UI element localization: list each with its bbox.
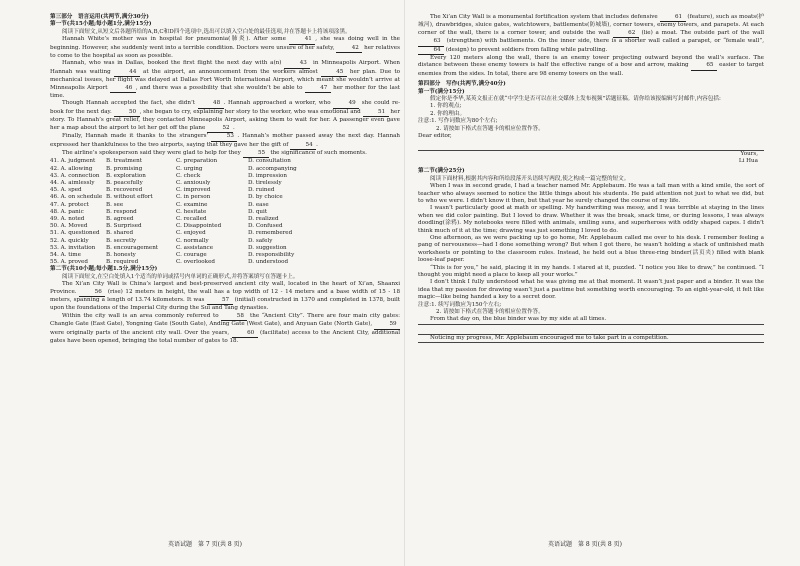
- option-cell: D. by choice: [248, 194, 283, 201]
- option-cell: B. Surprised: [106, 223, 142, 230]
- option-cell: B. without effort: [106, 194, 153, 201]
- option-cell: B. honesty: [106, 251, 136, 258]
- option-row: [50, 166, 350, 173]
- option-cell: 50. A. Moved: [50, 223, 88, 230]
- option-cell: B. secretly: [106, 237, 137, 244]
- option-cell: B. peacefully: [106, 179, 143, 186]
- option-cell: B. required: [106, 259, 139, 266]
- blank-48: 48: [198, 100, 224, 108]
- option-cell: B. encouragement: [106, 244, 159, 251]
- writing2-note-2: 2. 请按如下格式在答题卡的相应位置作答。: [436, 309, 544, 316]
- blank-46: 46: [110, 85, 136, 93]
- passage-paragraph: The airline’s spokesperson said they were glad to help for they 55 the significance of such moments.: [50, 150, 400, 158]
- letter-signature: Li Hua: [738, 157, 758, 164]
- option-cell: C. examine: [176, 201, 208, 208]
- passage-paragraph: Every 120 meters along the wall, there is an enemy tower projecting outward beyond the wall’s surface. The distance between these enemy towers is half the effective range of a bow and arrow, making 65 easier to target enemies from the sides. In total, there are 98 enemy towers on the wall.: [418, 55, 765, 77]
- option-cell: D. quit: [248, 208, 268, 215]
- option-cell: 45. A. sped: [50, 187, 82, 194]
- option-row: [50, 173, 350, 180]
- section1-title: 第一节(共15小题;每小题1分,满分15分): [50, 21, 152, 28]
- option-row: [50, 158, 350, 165]
- option-cell: C. preparation: [176, 158, 218, 165]
- section1-instructions: 阅读下面短文,从短文后各题所给的A,B,C和D四个选项中,选出可以填入空白处的最佳选项,并在答题卡上将该项涂黑。: [62, 28, 351, 35]
- blank-47: 47: [305, 85, 331, 93]
- option-cell: 53. A. invitation: [50, 244, 96, 251]
- blank-44: 44: [114, 69, 140, 77]
- passage-paragraph: Though Hannah accepted the fact, she didn’t 48 . Hannah approached a worker, who 49 she could re-book for the next day. 50 , she began to cry, explaining her story to the worker, who was emotional and 51 her story. To Hannah’s great relief, they contacted Minneapolis Airport, asking them to wait for her. A passenger even gave her a map about the airport to let her get off the plane 52 .: [50, 100, 400, 133]
- option-row: [50, 230, 350, 237]
- option-cell: D. responsibility: [248, 251, 295, 258]
- writing1-title: 第一节(满分15分): [418, 88, 465, 95]
- option-cell: B. see: [106, 201, 124, 208]
- writing1-note-1: 注意:1. 写作词数应为80个左右;: [418, 118, 498, 125]
- blank-57: 57: [207, 297, 233, 305]
- blank-56: 56: [79, 289, 105, 297]
- option-row: [50, 245, 350, 252]
- option-cell: D. safely: [248, 237, 273, 244]
- passage-paragraph: Hannah, who was in Dallas, booked the first flight the next day with a(n) 43 in Minneapolis Airport. When Hannah was waiting 44 at the airport, an announcement from the workers almost 45 her plan. Due to mechanical issues, her flight was delayed at Dallas Fort Worth International Airport, which meant she wouldn’t arrive at Minneapolis Airport 46 , and there was a possibility that she wouldn’t be able to 47 her mother for the last time.: [50, 60, 401, 100]
- option-cell: 43. A. connection: [50, 172, 100, 179]
- option-cell: D. understood: [248, 259, 289, 266]
- option-cell: 47. A. protect: [50, 201, 89, 208]
- option-cell: D. tirelessly: [248, 179, 282, 186]
- option-cell: D. remembered: [248, 230, 293, 237]
- writing1-instructions: 假定你是李华,某英文报正在就“中学生是否可以在社交媒体上发布视频”话题征稿。请你给该报编辑写封邮件,内容包括:: [430, 96, 721, 103]
- option-cell: D. impression: [248, 172, 288, 179]
- passage-paragraph: The Xi’an City Wall is a monumental fortification system that includes defensive 61 (feature), such as moats(护城河), drawbridges, sluice gates, watchtowers, battlements(防城墙), corner towers, enemy towers, and parapets. At each corner of the wall, there is a corner tower, and outside the wall 62 (lie) a moat. The outside part of the wall 63 (strengthen) with battlements. On the inner side, there is a shorter wall called a parapet, or “female wall”, 64 (design) to prevent soldiers from falling while patrolling.: [418, 14, 764, 55]
- option-row: [50, 223, 350, 230]
- writing1-point-2: 2. 你的理由。: [430, 110, 466, 117]
- option-cell: 51. A. questioned: [50, 230, 100, 237]
- option-cell: D. suggestion: [248, 244, 287, 251]
- blank-60: 60: [232, 330, 258, 338]
- writing1-note-2: 2. 请按如下格式在答题卡的相应位置作答。: [436, 125, 544, 132]
- option-cell: 46. A. on schedule: [50, 194, 103, 201]
- option-cell: C. assistance: [176, 244, 214, 251]
- answer-line: [418, 325, 764, 335]
- grammar-passage-cont: [418, 14, 764, 78]
- section2-instructions: 阅读下面短文,在空白处填入1个适当的单词或括号内单词的正确形式,并将答案填写在答题卡上。: [62, 273, 299, 280]
- option-cell: B. exploration: [106, 172, 146, 179]
- option-cell: C. courage: [176, 251, 207, 258]
- cloze-options: [50, 158, 350, 266]
- option-row: [50, 187, 350, 194]
- grammar-passage: [50, 281, 400, 345]
- passage-paragraph: The Xi’an City Wall is China’s largest and best-preserved ancient city wall, located in the heart of Xi’an, Shaanxi Province. 56 (rise) 12 meters in height, the wall has a top width of 12 - 14 meters and a base width of 15 - 18 meters, spanning a length of 13.74 kilometers. It was 57 (initial) constructed in 1370 and completed in 1378, built upon the foundations of the Imperial City during the Sui and Tang dynasties.: [50, 281, 401, 312]
- answer-line: [418, 141, 764, 151]
- option-cell: C. urging: [176, 165, 203, 172]
- blank-64: 64: [418, 47, 444, 55]
- option-cell: B. agreed: [106, 215, 134, 222]
- passage-paragraph: Hannah White’s mother was in hospital for pneumonia(肺炎). After some 41 , she was doing well in the beginning. However, she suddenly went into a terrible condition. Doctors were unsure of her safety, 42 her relatives to come to the hospital as soon as possible.: [50, 36, 400, 60]
- blank-52: 52: [207, 125, 233, 133]
- option-cell: 48. A. panic: [50, 208, 84, 215]
- option-cell: C. normally: [176, 237, 209, 244]
- letter-greeting: Dear editor,: [418, 133, 452, 140]
- option-cell: 52. A. quickly: [50, 237, 89, 244]
- blank-43: 43: [284, 60, 310, 68]
- option-cell: C. recalled: [176, 215, 207, 222]
- option-row: [50, 202, 350, 209]
- letter-closing: Yours,: [740, 150, 758, 157]
- option-row: [50, 252, 350, 259]
- story-paragraph: When I was in second grade, I had a teacher named Mr. Applebaum. He was a tall man with a kind smile, the sort of teacher who always seemed to notice the little things about his students. He paid attention not just to what we did, but to who we were. I didn’t know it then, but that year he surely changed the course of my life.: [418, 183, 764, 204]
- page-fold: [404, 0, 405, 566]
- option-cell: D. realized: [248, 215, 279, 222]
- option-cell: C. in person: [176, 194, 211, 201]
- continuation-start-2: Noticing my progress, Mr. Applebaum encouraged me to take part in a competition.: [418, 335, 764, 343]
- blank-61: 61: [660, 14, 686, 22]
- blank-49: 49: [333, 100, 359, 108]
- blank-58: 58: [221, 313, 247, 321]
- option-cell: D. consultation: [248, 158, 291, 165]
- story-paragraph: I wasn’t particularly good at math or spelling. My handwriting was messy, and I was terrible at staying in the lines when we did color painting. But I loved to draw. Whether it was the break, snack time, or during lessons, I was always doodling(涂鸦). My notebooks were filled with animals, smiling suns, and superheroes with oddly shaped capes. I didn’t think much of it at the time; drawing was just something I loved to do.: [418, 205, 764, 234]
- option-cell: D. accompanying: [248, 165, 297, 172]
- blank-59: 59: [374, 321, 400, 329]
- part4-title: 第四部分 写作(共两节,满分40分): [418, 81, 506, 88]
- option-cell: B. recovered: [106, 187, 143, 194]
- blank-53: 53: [211, 133, 237, 141]
- blank-51: 51: [363, 109, 389, 117]
- option-cell: C. hesitate: [176, 208, 207, 215]
- blank-42: 42: [336, 45, 362, 53]
- passage-paragraph: Within the city wall is an area commonly referred to 58 the “Ancient City”. There are four main city gates: Changle Gate (East Gate), Yongning Gate (South Gate), Anding Gate (West Gate), and Anyuan Gate (North Gate), 59 were originally parts of the ancient city wall. Over the years, 60 (facilitate) access to the Ancient City, additional gates have been opened, bringing the total number of gates to 18.: [50, 312, 400, 345]
- blank-55: 55: [243, 150, 269, 158]
- cloze-passage: [50, 36, 400, 158]
- part3-title: 第三部分 语言运用(共两节,满分30分): [50, 14, 149, 20]
- option-cell: D. ease: [248, 201, 269, 208]
- page-8: [418, 14, 764, 343]
- section2-title: 第二节(共10小题;每小题1.5分,满分15分): [50, 266, 158, 273]
- option-row: [50, 209, 350, 216]
- option-cell: 44. A. aimlessly: [50, 179, 95, 186]
- option-cell: B. shared: [106, 230, 134, 237]
- option-cell: C. check: [176, 172, 201, 179]
- option-cell: C. improved: [176, 187, 211, 194]
- option-row: [50, 238, 350, 245]
- option-cell: B. promising: [106, 165, 143, 172]
- blank-45: 45: [321, 69, 347, 77]
- option-row: [50, 180, 350, 187]
- option-cell: D. ruined: [248, 187, 275, 194]
- page-7-footer: 英语试题 第 7 页(共 8 页): [168, 541, 242, 548]
- blank-63: 63: [418, 38, 444, 46]
- option-cell: C. enjoyed: [176, 230, 206, 237]
- blank-50: 50: [114, 109, 140, 117]
- option-cell: C. Disappointed: [176, 223, 222, 230]
- writing2-instructions: 阅读下面材料,根据其内容和所给段落开头语续写两段,使之构成一篇完整的短文。: [430, 175, 630, 182]
- option-cell: D. Confused: [248, 223, 283, 230]
- passage-paragraph: Finally, Hannah made it thanks to the strangers’ 53 . Hannah’s mother passed away the next day. Hannah expressed her thankfulness to the two airports, saying that they gave her the gift of 54 .: [50, 133, 400, 150]
- story-paragraph: I don’t think I fully understood what he was giving me at that moment. It wasn’t just paper and a binder. It was the idea that my passion for drawing wasn’t just a pastime but something worth encouraging. To an eight-year-old, it felt like magic—like being handed a key to a secret door.: [418, 279, 764, 301]
- blank-41: 41: [289, 36, 315, 44]
- option-cell: 49. A. noted: [50, 215, 85, 222]
- option-row: [50, 194, 350, 201]
- writing2-title: 第二节(满分25分): [418, 168, 465, 175]
- option-row: [50, 216, 350, 223]
- writing1-point-1: 1. 你的观点;: [430, 103, 462, 110]
- option-cell: B. respond: [106, 208, 137, 215]
- option-cell: 54. A. time: [50, 251, 81, 258]
- option-cell: B. treatment: [106, 158, 142, 165]
- continuation-start-1: From that day on, the blue binder was by my side at all times.: [418, 316, 764, 324]
- blank-65: 65: [691, 62, 717, 70]
- writing2-note-1: 注意:1. 续写词数应为150个左右;: [418, 301, 502, 308]
- page-7: [50, 14, 400, 345]
- page-8-footer: 英语试题 第 8 页(共 8 页): [548, 541, 622, 548]
- blank-62: 62: [613, 30, 639, 38]
- option-cell: 55. A. proved: [50, 259, 88, 266]
- story-paragraph: One afternoon, as we were packing up to go home, Mr. Applebaum called me over to his desk. I remember feeling a pang of nervousness—had I done something wrong? But when I got there, he wasn’t holding a stack of unfinished math worksheets or pointing to the classroom rules. Instead, he held out a blue three-ring binder(活页夹) filled with blank loose-leaf paper.: [418, 234, 764, 264]
- blank-54: 54: [290, 142, 316, 150]
- option-cell: C. anxiously: [176, 179, 211, 186]
- option-cell: 42. A. allowing: [50, 165, 93, 172]
- story-paragraph: “This is for you,” he said, placing it in my hands. I stared at it, puzzled. “I notice you like to draw,” he continued. “I thought you might need a place to keep all your works.”: [418, 264, 764, 278]
- option-cell: C. overlooked: [176, 259, 215, 266]
- option-cell: 41. A. judgment: [50, 158, 96, 165]
